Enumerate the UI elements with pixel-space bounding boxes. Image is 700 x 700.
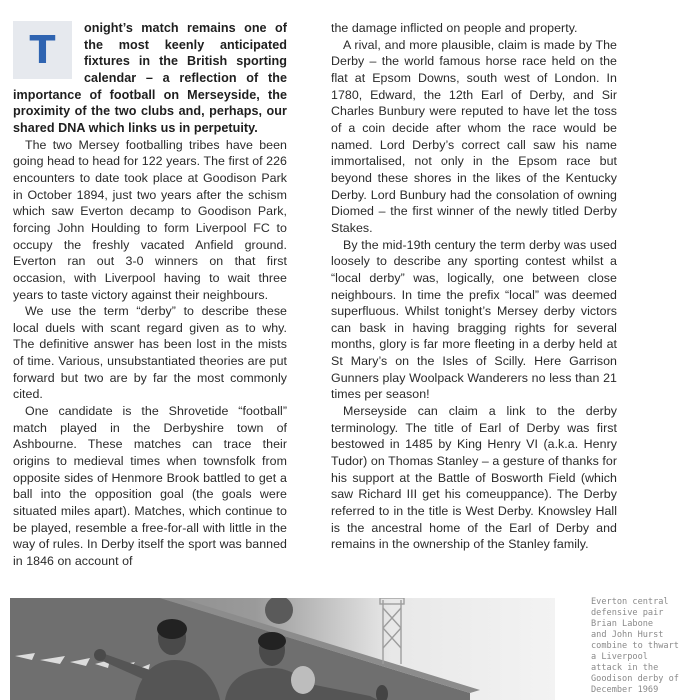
article-column-right — [331, 20, 617, 553]
body-paragraph: One candidate is the Shrovetide “football” match played in the Derbyshire town of Ashbourne. These matches can trace their origins to medieval times when townsfolk from opposite sides of Henmore Brook battled to get a ball into the opposition goal (the goals were situated miles apart). Matches, which continue to be played, resemble a free-for-all with little in the way of rules. In Derby itself the sport was banned in 1846 on account of — [13, 404, 287, 568]
body-paragraph: By the mid-19th century the term derby was used loosely to describe any sporting contest whilst a “local derby” was, logically, one between close neighbours. In time the prefix “local” was deemed superfluous. Whilst tonight’s Mersey derby victors can bask in having bragging rights for several months, glory is far more fleeting in a derby held at St Mary’s on the Isles of Scilly. Here Garrison Gunners play Woolpack Wanderers no less than 21 times per season! — [331, 237, 617, 402]
body-paragraph: The two Mersey footballing tribes have been going head to head for 122 years. The first of 226 encounters to date took place at Goodison Park in October 1894, just two years after the schism which saw Everton decamp to Goodison Park, forcing John Houlding to form Liverpool FC to occupy the freshly vacated Anfield ground. Everton ran out 3-0 winners on that first occasion, with Liverpool having to wait three years to taste victory against their neighbours. — [13, 137, 287, 302]
intro-text: onight’s match remains one of the most keenly anticipated fixtures in the British sporting calendar – a reflection of the importance of football on Merseyside, the proximity of the two clubs and, perhaps, our shared DNA which links us in perpetuity. — [13, 21, 287, 135]
drop-cap: T — [13, 21, 72, 79]
match-photo — [10, 598, 555, 700]
photo-caption: Everton central defensive pair Brian Labone and John Hurst combine to thwart a Liverpool attack in the Goodison derby of December 1969 — [591, 597, 679, 695]
article-column-left — [13, 20, 287, 570]
continuation-paragraph: the damage inflicted on people and property. — [331, 21, 578, 35]
body-paragraph: Merseyside can claim a link to the derby terminology. The title of Earl of Derby was first bestowed in 1485 by King Henry VI (a.k.a. Henry Tudor) on Thomas Stanley – a gesture of thanks for his support at the Battle of Bosworth Field (which saw Richard III get his comeuppance). The Derby referred to in the title is West Derby. Knowsley Hall is the ancestral home of the Earl of Derby and remains in the ownership of the Stanley family. — [331, 404, 617, 552]
intro-paragraph — [13, 20, 287, 137]
player-background — [291, 666, 315, 694]
body-paragraph: We use the term “derby” to describe these local duels with scant regard given as to why. The definitive answer has been lost in the mists of time. Various, unsubstantiated theories are put forward but two are by far the most commonly cited. — [13, 304, 287, 402]
body-paragraph: A rival, and more plausible, claim is made by The Derby – the world famous horse race held on the flat at Epsom Downs, south west of London. In 1780, Edward, the 12th Earl of Derby, and Sir Charles Bunbury were reputed to have let the toss of a coin decide after whom the race would be named. Lord Derby’s correct call saw his name immortalised, not only in the Epsom race but beyond these shores in the likes of the Kentucky Derby. Lord Bunbury had the consolation of owning Diomed – the first winner of the newly titled Derby Stakes. — [331, 37, 617, 235]
